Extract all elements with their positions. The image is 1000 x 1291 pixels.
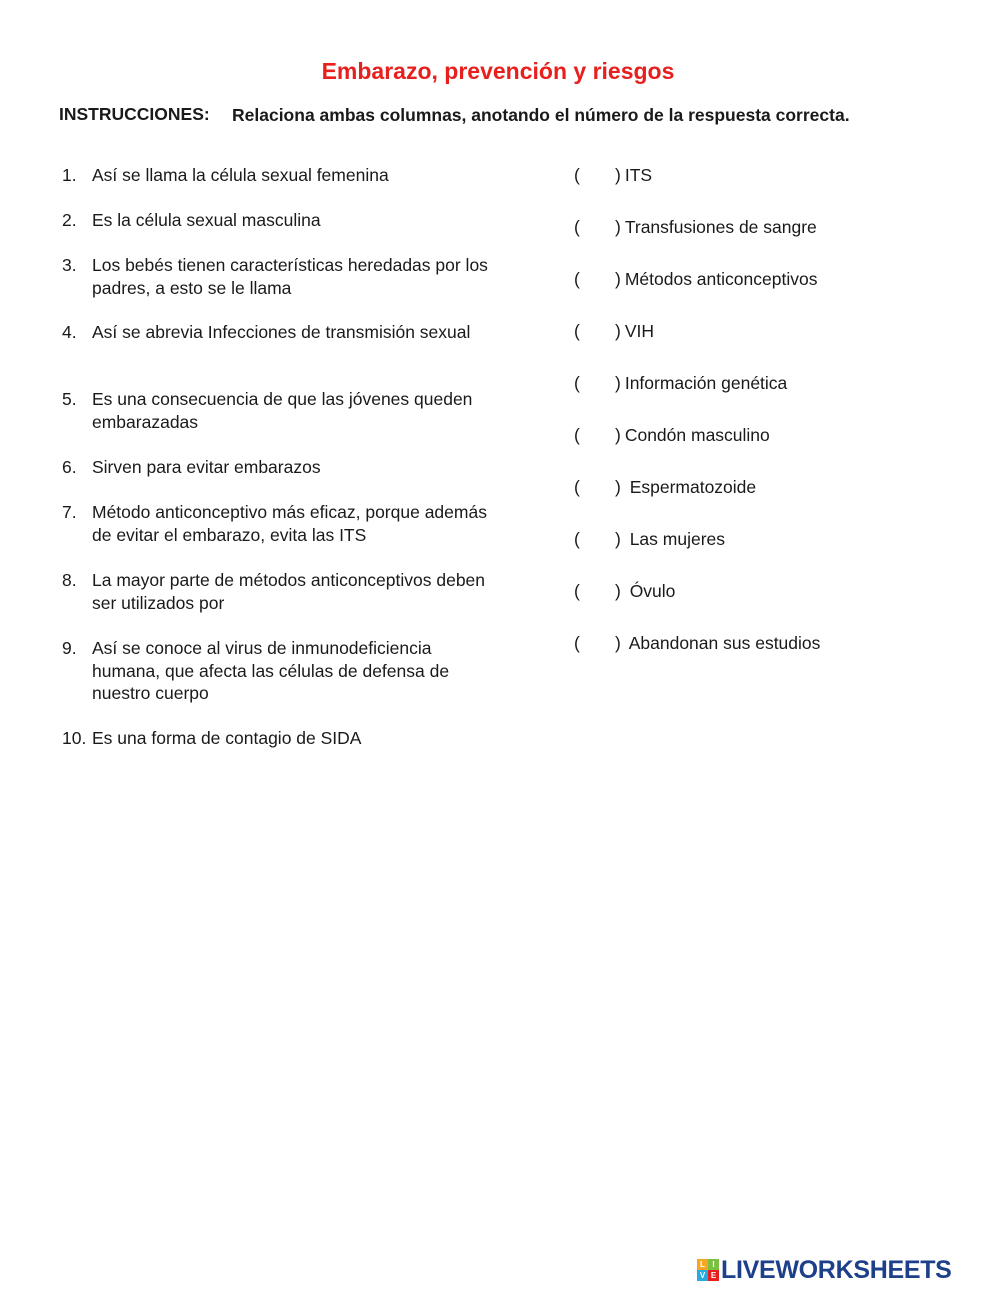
question-number: 8. bbox=[62, 570, 77, 590]
question-number: 4. bbox=[62, 322, 77, 342]
question-text: Así se conoce al virus de inmunodeficiencia humana, que afecta las células de defensa de nuestro cuerpo bbox=[92, 638, 450, 703]
answer-text: ITS bbox=[624, 165, 653, 185]
question-text: Así se abrevia Infecciones de transmisión sexual bbox=[92, 322, 471, 342]
question-item bbox=[62, 388, 502, 433]
answer-item bbox=[574, 476, 756, 499]
answer-text: Óvulo bbox=[624, 581, 676, 601]
instructions-text: Relaciona ambas columnas, anotando el número de la respuesta correcta. bbox=[232, 105, 850, 125]
logo-badge-letter: I bbox=[708, 1259, 719, 1270]
logo-badge-icon bbox=[697, 1259, 719, 1281]
answer-text: Información genética bbox=[624, 373, 788, 393]
page-title: Embarazo, prevención y riesgos bbox=[321, 58, 675, 84]
open-paren: ( bbox=[574, 321, 580, 341]
answer-blank[interactable] bbox=[574, 528, 615, 551]
question-number: 10. bbox=[62, 728, 87, 748]
answer-blank[interactable] bbox=[574, 580, 615, 603]
question-text: Es la célula sexual masculina bbox=[92, 210, 321, 230]
answer-item bbox=[574, 632, 820, 655]
answer-blank[interactable] bbox=[574, 632, 615, 655]
question-text: Sirven para evitar embarazos bbox=[92, 457, 321, 477]
answer-blank[interactable] bbox=[574, 216, 615, 239]
question-item bbox=[62, 164, 502, 187]
answer-blank[interactable] bbox=[574, 320, 615, 343]
question-text: Es una consecuencia de que las jóvenes queden embarazadas bbox=[92, 389, 473, 432]
question-item bbox=[62, 254, 502, 299]
close-paren: ) bbox=[615, 217, 621, 237]
answer-text: Las mujeres bbox=[624, 529, 726, 549]
open-paren: ( bbox=[574, 477, 580, 497]
open-paren: ( bbox=[574, 581, 580, 601]
question-text: Los bebés tienen características heredadas por los padres, a esto se le llama bbox=[92, 255, 488, 298]
answer-item bbox=[574, 528, 725, 551]
question-number: 1. bbox=[62, 165, 77, 185]
question-item bbox=[62, 321, 502, 344]
liveworksheets-logo bbox=[697, 1256, 952, 1284]
close-paren: ) bbox=[615, 425, 621, 445]
question-item bbox=[62, 569, 502, 614]
answer-item bbox=[574, 216, 817, 239]
open-paren: ( bbox=[574, 217, 580, 237]
close-paren: ) bbox=[615, 269, 621, 289]
logo-badge-letter: L bbox=[697, 1259, 708, 1270]
answer-text: Espermatozoide bbox=[624, 477, 757, 497]
open-paren: ( bbox=[574, 165, 580, 185]
open-paren: ( bbox=[574, 425, 580, 445]
answer-blank[interactable] bbox=[574, 424, 615, 447]
answer-text: VIH bbox=[624, 321, 655, 341]
question-item bbox=[62, 209, 502, 232]
question-number: 2. bbox=[62, 210, 77, 230]
answer-text: Condón masculino bbox=[624, 425, 770, 445]
question-text: Así se llama la célula sexual femenina bbox=[92, 165, 389, 185]
question-item bbox=[62, 637, 502, 705]
question-number: 3. bbox=[62, 255, 77, 275]
answer-blank[interactable] bbox=[574, 372, 615, 395]
close-paren: ) bbox=[615, 633, 621, 653]
close-paren: ) bbox=[615, 581, 621, 601]
close-paren: ) bbox=[615, 477, 621, 497]
question-text: La mayor parte de métodos anticonceptivos deben ser utilizados por bbox=[92, 570, 486, 613]
open-paren: ( bbox=[574, 269, 580, 289]
logo-badge-letter: V bbox=[697, 1270, 708, 1281]
close-paren: ) bbox=[615, 165, 621, 185]
answer-item bbox=[574, 580, 675, 603]
answer-blank[interactable] bbox=[574, 476, 615, 499]
open-paren: ( bbox=[574, 373, 580, 393]
answer-item bbox=[574, 164, 652, 187]
question-number: 5. bbox=[62, 389, 77, 409]
answer-item bbox=[574, 372, 787, 395]
answer-item bbox=[574, 268, 817, 291]
question-item bbox=[62, 727, 502, 750]
open-paren: ( bbox=[574, 529, 580, 549]
logo-badge-letter: E bbox=[708, 1270, 719, 1281]
instructions-label: INSTRUCCIONES: bbox=[59, 104, 210, 124]
answer-text: Abandonan sus estudios bbox=[624, 633, 821, 653]
question-text: Es una forma de contagio de SIDA bbox=[92, 728, 362, 748]
question-number: 7. bbox=[62, 502, 77, 522]
close-paren: ) bbox=[615, 529, 621, 549]
question-number: 6. bbox=[62, 457, 77, 477]
open-paren: ( bbox=[574, 633, 580, 653]
logo-text: LIVEWORKSHEETS bbox=[721, 1255, 952, 1284]
answer-item bbox=[574, 424, 770, 447]
question-item bbox=[62, 501, 502, 546]
close-paren: ) bbox=[615, 373, 621, 393]
close-paren: ) bbox=[615, 321, 621, 341]
answer-blank[interactable] bbox=[574, 268, 615, 291]
answer-item bbox=[574, 320, 654, 343]
answer-text: Transfusiones de sangre bbox=[624, 217, 817, 237]
question-number: 9. bbox=[62, 638, 77, 658]
question-item bbox=[62, 456, 502, 479]
question-text: Método anticonceptivo más eficaz, porque además de evitar el embarazo, evita las ITS bbox=[92, 502, 487, 545]
answer-text: Métodos anticonceptivos bbox=[624, 269, 818, 289]
answer-blank[interactable] bbox=[574, 164, 615, 187]
